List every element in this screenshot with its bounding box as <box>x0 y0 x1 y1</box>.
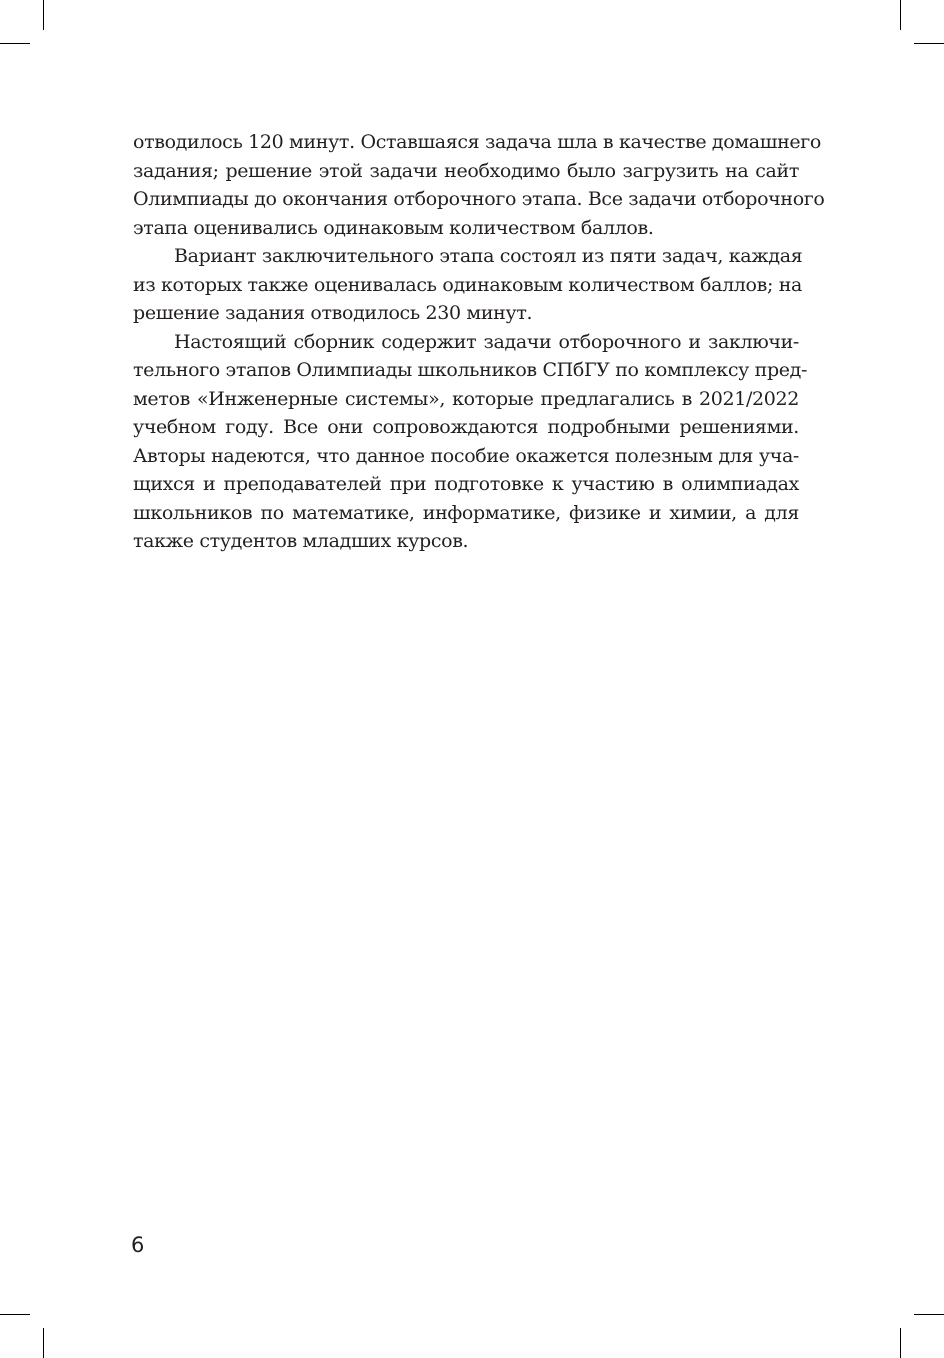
crop-mark-top-right-horizontal <box>914 43 944 44</box>
text-line: щихся и преподавателей при подготовке к участию в олимпиадах <box>133 473 799 495</box>
text-line: задания; решение этой задачи необходимо было загрузить на сайт <box>133 159 799 182</box>
text-line: Авторы надеются, что данное пособие окажется полезным для уча- <box>133 444 799 467</box>
text-line: учебном году. Все они сопровождаются подробными решениями. <box>133 416 799 438</box>
paragraph-3 <box>133 328 808 556</box>
crop-mark-top-left-vertical <box>43 0 44 30</box>
text-line: из которых также оценивалась одинаковым количеством баллов; на <box>133 273 802 296</box>
crop-mark-bottom-right-vertical <box>900 1328 901 1358</box>
page-number: 6 <box>131 1233 145 1257</box>
text-line: Вариант заключительного этапа состоял из пяти задач, каждая <box>174 245 803 267</box>
text-line: тельного этапов Олимпиады школьников СПбГУ по комплексу пред- <box>133 359 808 381</box>
paragraph-1 <box>133 128 825 242</box>
text-line: школьников по математике, информатике, физике и химии, а для <box>133 501 799 524</box>
crop-mark-bottom-right-horizontal <box>914 1314 944 1315</box>
text-line: решение задания отводилось 230 минут. <box>133 302 533 324</box>
text-line: Настоящий сборник содержит задачи отборочного и заключи- <box>174 330 799 353</box>
text-line: отводилось 120 минут. Оставшаяся задача шла в качестве домашнего <box>133 131 821 153</box>
crop-mark-top-right-vertical <box>900 0 901 30</box>
text-line: Олимпиады до окончания отборочного этапа. Все задачи отборочного <box>133 188 825 210</box>
text-line: метов «Инженерные системы», которые предлагались в 2021/2022 <box>133 387 799 410</box>
crop-mark-bottom-left-vertical <box>43 1328 44 1358</box>
crop-mark-top-left-horizontal <box>0 43 30 44</box>
paragraph-2 <box>133 242 803 328</box>
body-text <box>133 128 825 556</box>
text-line: также студентов младших курсов. <box>133 530 469 552</box>
crop-mark-bottom-left-horizontal <box>0 1314 30 1315</box>
text-line: этапа оценивались одинаковым количеством баллов. <box>133 216 654 239</box>
